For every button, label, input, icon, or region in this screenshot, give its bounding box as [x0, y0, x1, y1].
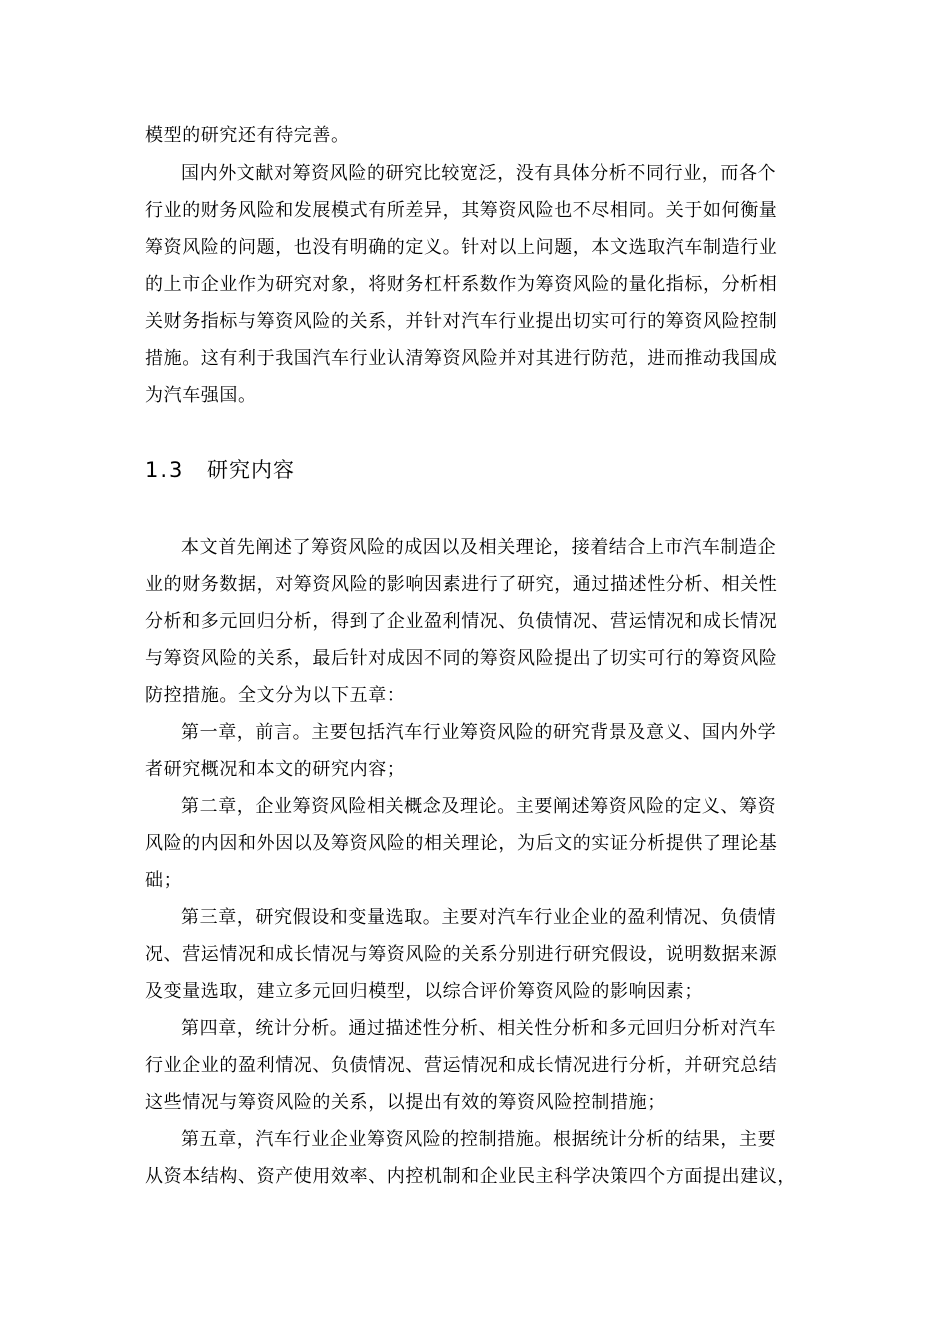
chapter-4-line: 这些情况与筹资风险的关系，以提出有效的筹资风险控制措施； [145, 1092, 666, 1113]
paragraph-line: 分析和多元回归分析，得到了企业盈利情况、负债情况、营运情况和成长情况 [145, 611, 778, 632]
chapter-3-line: 况、营运情况和成长情况与筹资风险的关系分别进行研究假设，说明数据来源 [145, 944, 778, 965]
paragraph-line: 本文首先阐述了筹资风险的成因以及相关理论，接着结合上市汽车制造企 [181, 537, 777, 558]
paragraph-continuation-line: 模型的研究还有待完善。 [145, 125, 350, 146]
chapter-1-line: 者研究概况和本文的研究内容； [145, 759, 406, 780]
chapter-3-line: 第三章，研究假设和变量选取。主要对汽车行业企业的盈利情况、负债情 [181, 907, 777, 928]
chapter-3-line: 及变量选取，建立多元回归模型，以综合评价筹资风险的影响因素； [145, 981, 703, 1002]
chapter-4-line: 行业企业的盈利情况、负债情况、营运情况和成长情况进行分析，并研究总结 [145, 1055, 778, 1076]
chapter-5-line: 第五章，汽车行业企业筹资风险的控制措施。根据统计分析的结果，主要 [181, 1129, 777, 1150]
paragraph-line: 与筹资风险的关系，最后针对成因不同的筹资风险提出了切实可行的筹资风险 [145, 648, 778, 669]
paragraph-line: 行业的财务风险和发展模式有所差异，其筹资风险也不尽相同。关于如何衡量 [145, 200, 778, 221]
paragraph-line: 业的财务数据，对筹资风险的影响因素进行了研究，通过描述性分析、相关性 [145, 574, 778, 595]
paragraph-line: 防控措施。全文分为以下五章： [145, 685, 406, 706]
chapter-1-line: 第一章，前言。主要包括汽车行业筹资风险的研究背景及意义、国内外学 [181, 722, 777, 743]
section-number: 1.3 [145, 458, 185, 482]
section-heading [145, 456, 295, 484]
chapter-4-line: 第四章，统计分析。通过描述性分析、相关性分析和多元回归分析对汽车 [181, 1018, 777, 1039]
chapter-2-line: 第二章，企业筹资风险相关概念及理论。主要阐述筹资风险的定义、筹资 [181, 796, 777, 817]
paragraph-line: 关财务指标与筹资风险的关系，并针对汽车行业提出切实可行的筹资风险控制 [145, 311, 778, 332]
paragraph-line: 为汽车强国。 [145, 385, 257, 406]
chapter-5-line: 从资本结构、资产使用效率、内控机制和企业民主科学决策四个方面提出建议， [145, 1166, 796, 1187]
paragraph-line: 国内外文献对筹资风险的研究比较宽泛，没有具体分析不同行业，而各个 [181, 163, 777, 184]
paragraph-line: 筹资风险的问题，也没有明确的定义。针对以上问题，本文选取汽车制造行业 [145, 237, 778, 258]
chapter-2-line: 础； [145, 870, 183, 891]
chapter-2-line: 风险的内因和外因以及筹资风险的相关理论，为后文的实证分析提供了理论基 [145, 833, 778, 854]
paragraph-line: 的上市企业作为研究对象，将财务杠杆系数作为筹资风险的量化指标，分析相 [145, 274, 778, 295]
section-title: 研究内容 [207, 458, 295, 482]
paragraph-line: 措施。这有利于我国汽车行业认清筹资风险并对其进行防范，进而推动我国成 [145, 348, 778, 369]
